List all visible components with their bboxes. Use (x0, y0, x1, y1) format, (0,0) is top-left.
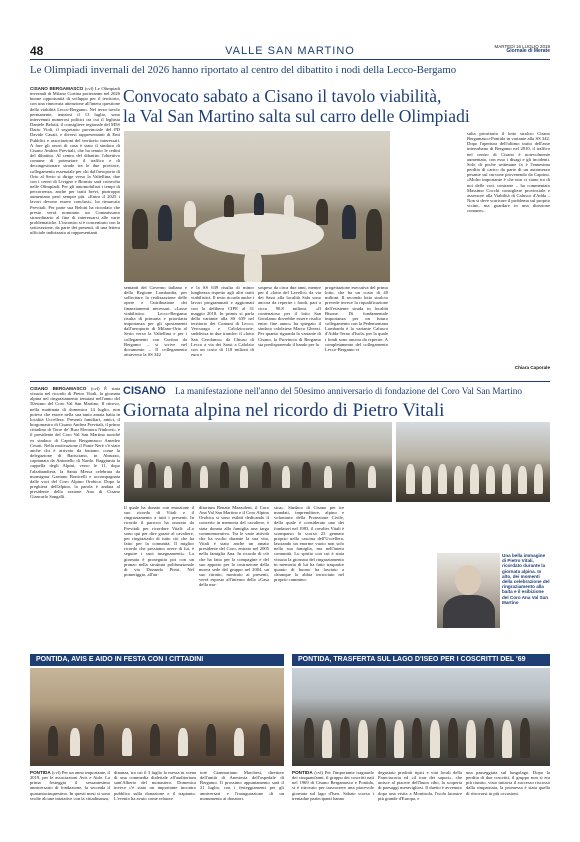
photo-figure (422, 466, 431, 494)
photo-figure (244, 249, 262, 282)
photo-figure (340, 718, 350, 758)
article2-col1-text: È stata vissuta nel ricordo di Pietro Vitali, la giornata alpina nel ringraziamento tenutasi nell'anno del 50esimo del Coro Val San Martino. Il ritrovo, nella mattinata di domenica 14 luglio, non poteva che essere nella sua tanto amata baita in località Uccellera. Presenti familiari, amici, il borgomastro di Cisano Andrea Previtali, il primo cittadino di Torre de' Busi Eleonora Ninkovic, e il presidente del Coro Val San Martino nonché ex sindaco di Caprino Bergamasco Amedeo Cesati. Nella motivazione il Ponte Nerè c'è stato anche chi è arrivato da lontano, come la delegazione di Barisciano, in Abruzzo, capitanata da Antonello di Nardo. Raggiunta la cappella degli Alpini, verso le 11, dopo l'alzabandiera, la Santa Messa celebrata da monsignor Gaetano Bonicelli e accompagnata dalle voci del Coro Alpino Orobica. Dopo la preghiera dell'alpino, la parola è andata al presidente della sezione Ana di Cisano Giancarlo Sangalli. (30, 386, 120, 500)
photo-figure (316, 199, 328, 225)
photo-figure (150, 724, 160, 756)
photo-table-shape (194, 213, 324, 255)
choir-photo (396, 422, 550, 502)
article4-byline: (cvl) (314, 770, 324, 775)
photo-figure (200, 466, 208, 488)
meeting-photo (124, 131, 390, 282)
article1-byline: (cvl) (84, 86, 94, 91)
photo-figure (394, 720, 404, 758)
article4-dateline: PONTIDA (292, 770, 313, 775)
article4-column-2 (378, 770, 462, 836)
photo-figure (376, 718, 386, 758)
photo-figure (158, 205, 172, 241)
article1-column-5 (325, 285, 388, 378)
photo-figure (342, 205, 356, 239)
article4-band: PONTIDA, TRASFERTA SUL LAGO D'ISEO PER I COSCRITTI DEL '69 (292, 654, 550, 666)
page-number: 48 (30, 44, 44, 58)
photo-figure (134, 464, 142, 488)
photo-figure (322, 720, 332, 758)
article1-col6-text: sulta prioritario il lotto stralcio Cisano Bergamasco-Pontida in variante alla SS 342. Dopo l'apertura dell'ultimo tratto dell'asse interurbano di Bergamo nel 2010, il traffico nel centro di Cisano è notevolmente aumentato, con esso i disagi e gli incidenti. Solo di poche settimane fa è l'ennesima perdita di carico da parte di un automezzo pesante sul curvone provenendo da Caprino. «Molto importante è che non ci siano tra di noi delle voci contrarie – ha commentato Massimo Cocchi consigliere provinciale e assessore alla Viabilità di Calusco d'Adda – Non si deve scaricare il problema sul proprio vicino, ma guardare in una direzione comune». (467, 131, 550, 214)
photo-figure (220, 462, 229, 488)
photo-figure (430, 720, 440, 758)
article2-column-2 (124, 505, 194, 651)
article2-col2-text: Il quale ha donato con emozione il suo ricordo di Vitali e il ringraziamento a tutti i presenti. In ricordo il parroco ha onorato da Previtali per ricordare Vitali: «Lo sono qui per dire grazie al cavaliere, per ringraziarlo di tutto ciò che ha fatto per la comunità. Il miglior ricordo che possiamo avere di lui, è seguire i suoi insegnamenti». La giornata è proseguita poi con un pranzo nella struttura polifunzionale di via Dozando Pietri. Nel pomeriggio, all'au- (124, 505, 194, 578)
photo-figure (132, 209, 148, 249)
photo-figure (366, 209, 382, 251)
photo-figure (260, 724, 270, 756)
article1-col3-text: e la SS 639 risulta di minor lunghezza rispetto agli altri tratti viabilistici. Il testo ricorda anche i lavori programmati e aggiornati con la delibera CIPE al 31 maggio 2018. In primis si parla della variante alla SS 639 nel territorio dei Comuni di Lecco, Vercurago e Calolziocorte, suddivisa in due tranche: il «lotto San Gerolamo» da Chiuso di Lecco a via dei Sassi a Calolzio con un costo di 118 milioni di euro e (191, 285, 254, 358)
photo-figure (302, 462, 311, 488)
article3-dateline: PONTIDA (30, 770, 51, 775)
article3-col3-text: tore Gianmariano Marchesi, direttore dell'unità di Anestesia dell'ospedale di Bergamo. Il prossimo appuntamento sarà il 21 luglio, con i festeggiamenti per gli anniversari e l'inaugurazione di un monumento ai donatori. (200, 770, 284, 801)
photo-figure (454, 466, 463, 494)
article1-col5-text: progettazione esecutiva del primo lotto, che ha un costo di 40 milioni. Il secondo lotto stralcio prevede invece la riqualificazione dell'esistente strada in località Bisone. Di fondamentale importanza per un futuro collegamento con la Pedemontana Lombarda è la variante Calusco d'Adda-Terno d'Isola, per la quale i fondi sono ancora da reperire. A completamento del collegamento Lecco-Bergamo vi (325, 285, 388, 352)
photo-figure (470, 464, 479, 494)
article1-headline (123, 86, 503, 126)
paper-name: Giornale di Merate (506, 48, 550, 54)
photo-figure (368, 466, 376, 488)
photo-figure (184, 201, 196, 227)
avis-aido-photo (30, 668, 284, 766)
article2-tag: CISANO (123, 385, 166, 397)
photo-figure (486, 466, 495, 494)
article3-column-1 (30, 770, 110, 836)
portrait-face-shape (455, 565, 481, 595)
photo-figure (254, 193, 264, 215)
article4-column-1 (292, 770, 374, 836)
photo-figure (502, 464, 511, 494)
article3-column-2 (114, 770, 196, 836)
photo-figure (502, 720, 512, 758)
article2-byline: (cvl) (90, 386, 100, 391)
article2-column-4 (274, 505, 344, 651)
article1-signature: Chiara Caporale (514, 365, 550, 370)
photo-figure (520, 718, 530, 758)
article2-column-1 (30, 386, 120, 651)
photo-figure (304, 718, 314, 758)
article2-column-3 (199, 505, 269, 651)
photo-figure (324, 466, 332, 488)
photo-figure (70, 728, 80, 756)
article1-headline-line2: la Val San Martino salta sul carro delle Olimpiadi (123, 106, 470, 126)
article3-byline: (cvl) (51, 770, 61, 775)
photo-figure (518, 466, 527, 494)
article3-column-3 (200, 770, 284, 836)
issue-date: MARTEDÌ 16 LUGLIO 2019 (494, 44, 550, 49)
photo-figure (346, 462, 355, 488)
photo-figure (206, 724, 216, 756)
article1-column-1 (30, 86, 120, 378)
article1-dateline: CISANO BERGAMASCO (30, 86, 84, 91)
photo-figure (224, 195, 234, 217)
photo-figure (178, 728, 188, 756)
article4-col1-text: Per l'importante traguardo dei cinquant'anni, il gruppo dei coscritti nati nel 1969 di Cisano Bergamasco e Pontida, si è ritrovato per trascorrere una piacevole giornata sul lago d'Iseo. Sabato scorso i trentadue partecipanti hanno (292, 770, 374, 801)
photo-figure (484, 718, 494, 758)
photo-figure (534, 464, 543, 494)
photo-figure (164, 466, 172, 488)
section-title: VALLE SAN MARTINO (225, 45, 355, 57)
article4-col3-text: una passeggiata sul lungolago. Dopo la perdita di due coscritti, il gruppo non si era più riunito, visto tuttavia il successo riscosso dalla rimpatriata, la promessa è stata quella di ritrovarsi in più occasioni. (466, 770, 550, 796)
photo-figure (182, 462, 191, 488)
pietro-vitali-portrait (437, 553, 500, 628)
article2-col4-text: sica». Sindaco di Cisano per tre mandati, imprenditore, alpino e volontario della Protezione Civile, della quale è considerato uno dei fondatori nel 1983, il cavalier Vitali è scomparso lo scorso 23 gennaio proprio nella cascina dell'Uccellera, lasciando un enorme vuoto non solo nella sua famiglia, ma nell'intera comunità. Lo spirito con cui è stata vissuta la giornata del ringraziamento in memoria di lui ha fatto trasparire quanto di buono ha lasciato a chiunque lo abbia incrociato nel proprio cammino. (274, 505, 344, 583)
photo-figure (406, 464, 415, 494)
article1-column-2 (393, 134, 463, 277)
photo-figure (48, 726, 58, 756)
photo-figure (438, 464, 447, 494)
article1-column-4 (258, 285, 321, 378)
article3-col1-text: Per un anno importante, il 2019, per le associazioni Avis e Aido. La prima festeggia il sessantesimo anniversario di fondazione, la seconda il quarantacinquesimo. In questi mesi si sono svolte alcune iniziative con la cittadinanza, (30, 770, 110, 801)
photo-figure (262, 462, 271, 488)
article2-headline: Giornata alpina nel ricordo di Pietro Vitali (123, 400, 445, 421)
photo-figure (122, 728, 132, 756)
photo-figure (94, 724, 104, 756)
article3-band: PONTIDA, AVIS E AIDO IN FESTA CON I CITTADINI (30, 654, 284, 666)
photo-figure (448, 718, 458, 758)
photo-figure (412, 718, 422, 758)
article1-column-3 (191, 285, 254, 378)
article1-column-end (393, 285, 550, 378)
photo-figure (234, 728, 244, 756)
article2-kicker: La manifestazione nell'anno del 50esimo anniversario di fondazione del Coro Val San Martino (175, 386, 522, 396)
photo-figure (466, 720, 476, 758)
header-date (495, 44, 550, 54)
photo-figure (358, 720, 368, 758)
portrait-body-shape (443, 595, 495, 628)
photo-figure (282, 466, 290, 488)
article1-column-6-top (467, 131, 550, 278)
article3-col2-text: dinanza, tra cui il 3 luglio la messa in scena di una commedia dialettale all'auditorium sant'Alberto del monastero. Domenica invece c'è stato un importante incontro pubblico sulla donazione e il trapianto. L'evento ha avuto come relatore (114, 770, 196, 801)
article1-kicker: Le Olimpiadi invernali del 2026 hanno riportato al centro del dibattito i nodi della Lecco-Bergamo (30, 64, 457, 76)
article1-col4-text: sospeso da circa due anni, mentre per il «lotto del Lavello» da via dei Sassi alla località Sala sono ancora da reperire i fondi, pari a circa 90,8 milioni. «Il contenzioso per il lotto San Gerolamo dovrebbe essere risolto entro fine anno» ha spiegato il sindaco calolziese Marco Ghezzi. Per quanto riguarda la variante di Cisano, la Provincia di Bergamo sta predisponendo il bando per la (258, 285, 321, 347)
article1-col2-text: sentanti del Governo italiano e della Regione Lombardia, per sollecitare la realizzazione delle opere e l'attribuzione dei finanziamenti necessari. «Lasse viabilistico Lecco-Bergamo risulta di primaria e prioritaria importanza per gli spostamenti dall'aeroporto di Milano-Orio al Serio verso la Valtellina e per i collegamenti con Cortina da Bergamo – si scrive nel documento – Il collegamento attraverso la SS 342 (124, 285, 187, 358)
article2-dateline: CISANO BERGAMASCO (30, 386, 87, 391)
page-header (30, 44, 550, 60)
section-divider (30, 381, 550, 382)
article1-headline-line1: Convocato sabato a Cisano il tavolo viabilità, (123, 86, 442, 106)
photo-figure (240, 466, 248, 488)
photo-figure (148, 462, 156, 488)
article2-column-5 (349, 505, 433, 651)
article4-column-3 (466, 770, 550, 836)
portrait-caption: Una bella immagine di Pietro Vitali, ricordato durante la giornata alpina. In alto, dei momenti della celebrazione del ringraziamento alla baita e il esibizione del Coro Ana Val San Martino (502, 553, 550, 605)
article2-col3-text: ditorium Renato Mazzoleni, il Coro Ana Val San Martino e il Coro Alpino Orobica si sono esibiti dedicando il concerto in memoria del cavaliere, è stata donata alla famiglia una targa commemorativa. Tra le varie attività che ha svolto durante la sua vita, Vitali è stato anche un amato presidente del Coro, entrato nel 2005 nella famiglia Ana. In ricordo di ciò che ha fatto per la compagine e del suo apporto per la costruzione della nuova sede del gruppo nel 2004, un suo ritratto, mostrato ai presenti, verrà esposto all'interno della «Casa della mu- (199, 505, 269, 588)
alpine-day-photo (124, 422, 392, 502)
photo-figure (284, 195, 294, 217)
article1-col1-text: Le Olimpiadi invernali di Milano Cortina porteranno nel 2026 buone opportunità di sviluppo per il territorio, con una rinnovata attenzione all'intera questione della viabilità Lecco-Bergamo. Nel terzo tavolo permanente, tenutosi il 13 luglio, sono intervenuti numerosi politici tra cui il leghista Daniele Belotti, il consigliere regionale del M5S Dario Violi, il segretario provinciale del PD Davide Casati, e diversi rappresentanti di Enti Pubblici e associazioni del territorio interessati. A fare gli onori di casa è stato il sindaco di Cisano Andrea Previtali, che ha tenuto le redini del dibattito. Al centro del dibattito l'obiettivo comune di potenziare il traffico e di decongestionare strade tra le due province, collegamento essenziale per chi dall'aeroporto di Orio al Serio si dirige verso la Valtellina, due con i centri di Livigno e Bormio sarà coinvolta nelle Olimpiadi. Per gli automobilisti i tempi di percorrenza, anche per tratti brevi, purtroppo aumentano però sempre più. «Entro il 2025 i lavori devono essere conclusi», ha rimarcato Previtali. Per parte sua Belotti ha ricordato che presto verrà nominato un Commissario straordinario al fine di interessarsi alle varie problematiche. L'incontro si è concentrato con la sottosezione, da parte dei presenti, di una lettera ufficiale indirizzata ai rappresentanti (30, 86, 120, 236)
article4-col2-text: degustato prodotti tipici e vini locali della Franciacorta ed «il tour dei sapori», che unisce al piacere dell'buon cibo, la scoperta di paesaggi meravigliosi. Il duetto è avvenuto dopo una visita a Montisola, l'isola lacustre più grande d'Europa, e (378, 770, 462, 801)
article1-column-2b (124, 285, 187, 378)
coscritti-group-photo (292, 668, 550, 766)
